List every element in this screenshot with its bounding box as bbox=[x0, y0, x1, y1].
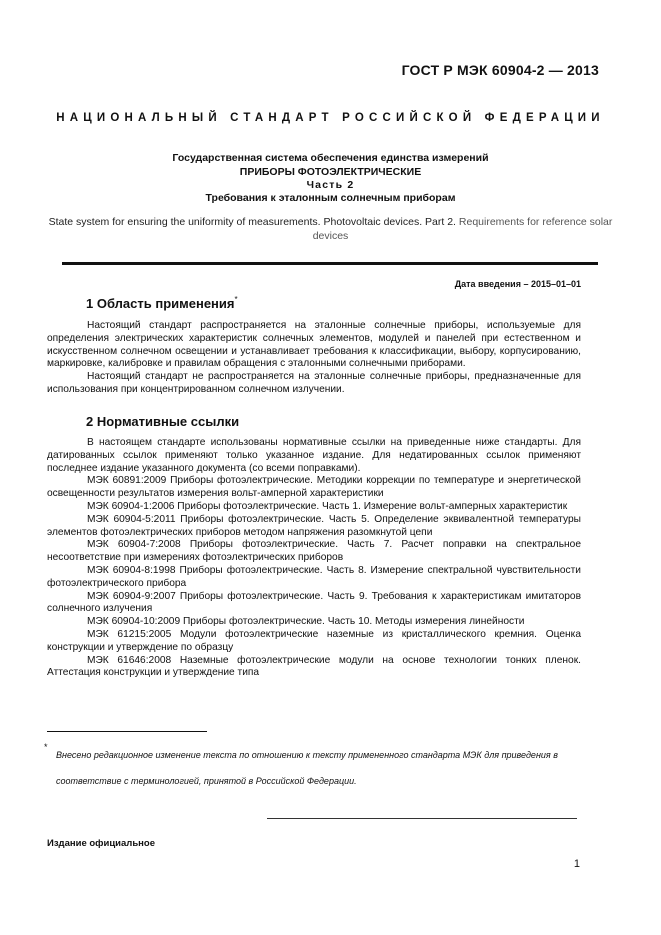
footnote-reference: * bbox=[234, 295, 238, 304]
english-title-part-2: Requirements for reference solar devices bbox=[312, 216, 613, 242]
edition-label: Издание официальное bbox=[47, 838, 155, 849]
reference-item: МЭК 60904-8:1998 Приборы фотоэлектрические. Часть 8. Измерение спектральной чувствительности фотоэлектрического прибора bbox=[47, 564, 581, 589]
reference-item: МЭК 60904-9:2007 Приборы фотоэлектрические. Часть 9. Требования к характеристикам имитаторов солнечного излучения bbox=[47, 590, 581, 615]
section-1-heading-text: 1 Область применения bbox=[86, 296, 235, 311]
introduction-date: Дата введения – 2015–01–01 bbox=[454, 279, 581, 289]
title-part: Часть 2 bbox=[306, 179, 355, 191]
section-1-paragraph: Настоящий стандарт не распространяется на эталонные солнечные приборы, предназначенные для использования при концентрированном солнечном излучении. bbox=[47, 371, 581, 395]
reference-item: МЭК 60891:2009 Приборы фотоэлектрические. Методики коррекции по температуре и энергетической освещенности результатов измерения вольт-амперной характеристики bbox=[47, 475, 581, 500]
section-1-body bbox=[47, 320, 581, 397]
national-standard-heading: НАЦИОНАЛЬНЫЙ СТАНДАРТ РОССИЙСКОЙ ФЕДЕРАЦИИ bbox=[56, 112, 605, 124]
title-line-4: Требования к эталонным солнечным приборам bbox=[205, 192, 456, 204]
footnote-text: Внесено редакционное изменение текста по отношению к тексту примененного стандарта МЭК для приведения в соответствие с терминологией, принятой в Российской Федерации. bbox=[56, 750, 558, 786]
footnote-mark: * bbox=[44, 742, 48, 752]
reference-item: МЭК 60904-5:2011 Приборы фотоэлектрические. Часть 5. Определение эквивалентной температуры элементов фотоэлектрических приборов методом напряжения разомкнутой цепи bbox=[47, 513, 581, 538]
english-title-part-1: State system for ensuring the uniformity of measurements. Photovoltaic devices. Part 2. bbox=[48, 216, 456, 228]
section-2-paragraph: В настоящем стандарте использованы нормативные ссылки на приведенные ниже стандарты. Для датированных ссылок применяют только указанное издание. Для недатированных ссылок применяют последнее издание указанного документа (со всеми поправками). bbox=[47, 437, 581, 474]
title-line-1: Государственная система обеспечения единства измерений bbox=[172, 152, 489, 164]
reference-item: МЭК 60904-1:2006 Приборы фотоэлектрические. Часть 1. Измерение вольт-амперных характеристик bbox=[87, 500, 568, 512]
section-1-heading bbox=[86, 295, 238, 311]
english-title bbox=[40, 215, 621, 243]
title-divider bbox=[62, 262, 598, 265]
reference-item: МЭК 60904-10:2009 Приборы фотоэлектрические. Часть 10. Методы измерения линейности bbox=[87, 616, 525, 628]
reference-item: МЭК 61215:2005 Модули фотоэлектрические наземные из кристаллического кремния. Оценка конструкции и утверждение по образцу bbox=[47, 628, 581, 653]
edition-divider bbox=[267, 818, 577, 819]
title-line-2: ПРИБОРЫ ФОТОЭЛЕКТРИЧЕСКИЕ bbox=[239, 166, 422, 178]
page-number: 1 bbox=[573, 858, 580, 870]
reference-item: МЭК 61646:2008 Наземные фотоэлектрические модули на основе технологии тонких пленок. Аттестация конструкции и утверждение типа bbox=[47, 654, 581, 679]
section-2-heading: 2 Нормативные ссылки bbox=[86, 414, 240, 429]
section-2-body bbox=[47, 437, 581, 680]
footnote-divider bbox=[47, 731, 207, 732]
reference-item: МЭК 60904-7:2008 Приборы фотоэлектрические. Часть 7. Расчет поправки на спектральное несоответствие при измерениях фотоэлектрических приборов bbox=[47, 539, 581, 564]
document-code: ГОСТ Р МЭК 60904-2 — 2013 bbox=[401, 62, 599, 78]
section-1-paragraph: Настоящий стандарт распространяется на эталонные солнечные приборы, используемые для определения электрических характеристик солнечных элементов, модулей и панелей при естественном и искусственном солнечном освещении и устанавливает требования к классификации, выбору, корпусированию, маркировке, калибровке и правилам обращения с эталонными солнечными приборами. bbox=[47, 320, 581, 370]
